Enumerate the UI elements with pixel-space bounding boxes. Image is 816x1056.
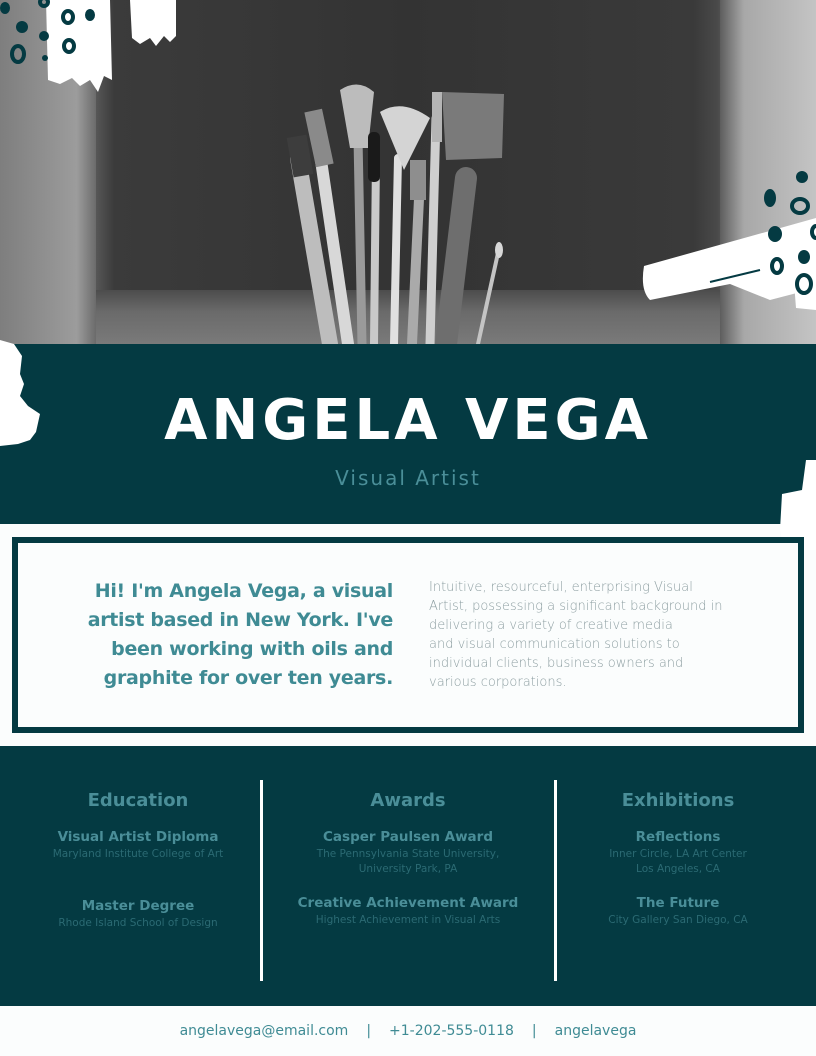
paint-stroke-dots-decoration-right (640, 160, 816, 320)
section-heading: Exhibitions (621, 790, 735, 811)
contact-footer (0, 1006, 816, 1056)
column-divider (260, 780, 263, 981)
phone-link[interactable]: +1-202-555-0118 (389, 1023, 514, 1039)
paint-stroke-dots-decoration-top-left (0, 0, 180, 100)
exhibition-item: The Future City Gallery San Diego, CA (608, 895, 748, 926)
separator: | (531, 1023, 537, 1039)
artist-name: ANGELA VEGA (164, 388, 652, 453)
social-handle-link[interactable]: angelavega (554, 1023, 637, 1039)
intro-lead: Hi! I'm Angela Vega, a visual artist based in New York. I've been working with oils and graphite for over ten years. (87, 580, 393, 689)
section-awards (280, 789, 536, 944)
section-heading: Awards (370, 790, 446, 811)
separator: | (366, 1023, 372, 1039)
award-item: Casper Paulsen Award The Pennsylvania State University, University Park, PA (316, 829, 500, 875)
education-item: Visual Artist Diploma Maryland Institute College of Art (52, 829, 224, 860)
intro-summary: Intuitive, resourceful, enterprising Visual Artist, possessing a significant background in delivering a variety of creative media and visual communication solutions to individual clients, business owners and various corporations. (429, 580, 723, 690)
section-heading: Education (87, 790, 189, 811)
section-exhibitions (570, 789, 786, 944)
artist-title: Visual Artist (335, 466, 481, 490)
education-item: Master Degree Rhode Island School of Design (58, 898, 218, 929)
paint-brushes-illustration (270, 78, 530, 344)
email-link[interactable]: angelavega@email.com (179, 1023, 349, 1039)
award-item: Creative Achievement Award Highest Achievement in Visual Arts (297, 895, 519, 926)
exhibition-item: Reflections Inner Circle, LA Art Center Los Angeles, CA (609, 829, 747, 875)
column-divider (554, 780, 557, 981)
section-education (20, 789, 256, 947)
